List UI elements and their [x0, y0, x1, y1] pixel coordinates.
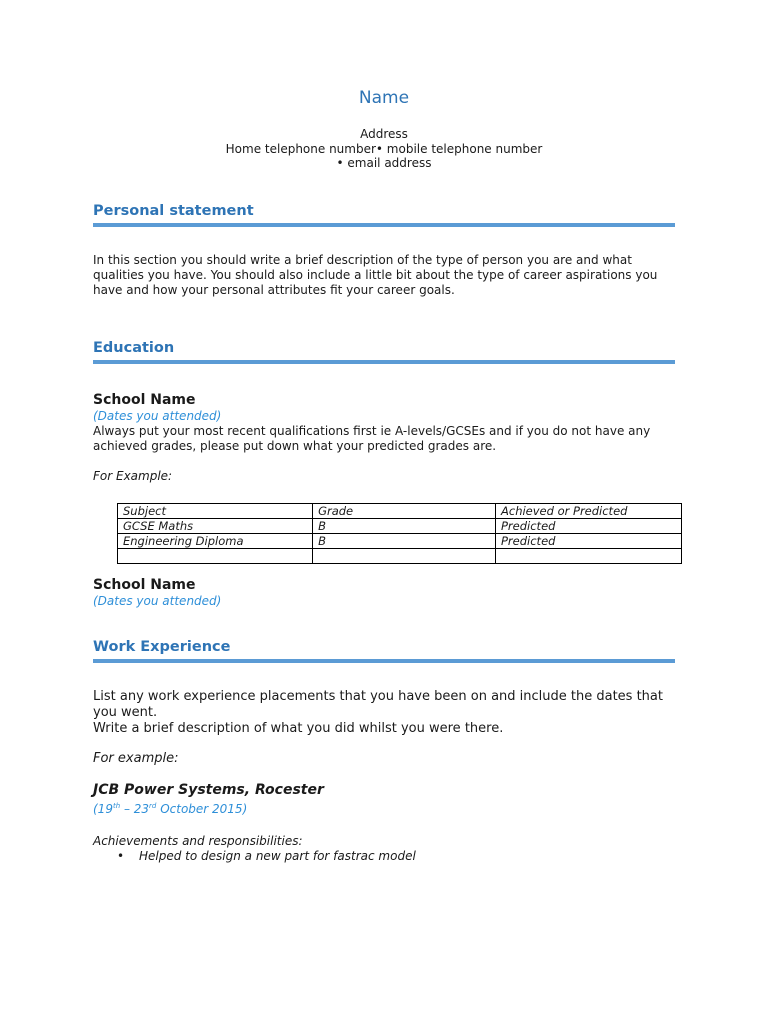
list-item: [93, 849, 675, 864]
table-cell: B: [313, 519, 496, 534]
work-example-label: For example:: [93, 751, 179, 766]
table-cell: B: [313, 534, 496, 549]
job-date-open: (19: [93, 802, 113, 816]
school-1-text: Always put your most recent qualifications first ie A-levels/GCSEs and if you do not have any achieved grades, please put down what your predicted grades are.: [93, 424, 651, 453]
table-cell: Predicted: [496, 534, 682, 549]
achievement-text: Helped to design a new part for fastrac model: [139, 849, 416, 863]
table-cell: [118, 549, 313, 564]
job-entry: [93, 781, 675, 864]
table-cell: Engineering Diploma: [118, 534, 313, 549]
achievements-list: [93, 849, 675, 864]
school-1-name: School Name: [93, 392, 196, 408]
candidate-name: Name: [358, 88, 410, 108]
table-header-row: [118, 504, 682, 519]
table-row: [118, 549, 682, 564]
section-title-personal-statement: Personal statement: [93, 202, 675, 227]
grades-table: [117, 503, 682, 564]
personal-statement-body: [93, 253, 675, 297]
table-row: [118, 534, 682, 549]
cv-header: [0, 86, 768, 171]
table-header-cell: Achieved or Predicted: [496, 504, 682, 519]
table-cell: [313, 549, 496, 564]
job-date-suffix-2: rd: [149, 802, 157, 810]
education-section: [93, 339, 675, 364]
school-2-name: School Name: [93, 577, 196, 593]
job-date-mid: – 23: [120, 802, 150, 816]
table-row: [118, 519, 682, 534]
table-header-cell: Subject: [118, 504, 313, 519]
school-1-block: [93, 392, 675, 484]
bullet-icon: •: [117, 849, 125, 863]
school-2-block: [93, 577, 675, 609]
table-cell: Predicted: [496, 519, 682, 534]
education-example-label: For Example:: [93, 468, 173, 483]
work-experience-text-1: List any work experience placements that you have been on and include the dates that you went.: [93, 689, 663, 720]
table-cell: GCSE Maths: [118, 519, 313, 534]
work-experience-section: [93, 638, 675, 663]
table-cell: [496, 549, 682, 564]
school-2-dates: (Dates you attended): [93, 594, 222, 608]
phone-numbers: Home telephone number• mobile telephone number: [225, 141, 543, 156]
achievements-label: Achievements and responsibilities:: [93, 834, 303, 848]
personal-statement-section: [93, 202, 675, 227]
section-title-education: Education: [93, 339, 675, 364]
address: Address: [360, 127, 408, 141]
work-experience-body: [93, 689, 675, 767]
work-experience-text-2: Write a brief description of what you did whilst you were there.: [93, 721, 504, 736]
email-address: • email address: [336, 156, 432, 170]
section-title-work-experience: Work Experience: [93, 638, 675, 663]
table-header-cell: Grade: [313, 504, 496, 519]
school-1-dates: (Dates you attended): [93, 409, 222, 423]
job-date-suffix-1: th: [112, 802, 121, 810]
job-title: JCB Power Systems, Rocester: [93, 782, 324, 798]
job-date-close: October 2015): [156, 802, 248, 816]
personal-statement-text: In this section you should write a brief description of the type of person you are and what qualities you have. You should also include a little bit about the type of career aspirations you have and how your personal attributes fit your career goals.: [93, 253, 658, 297]
job-dates: [93, 799, 675, 817]
